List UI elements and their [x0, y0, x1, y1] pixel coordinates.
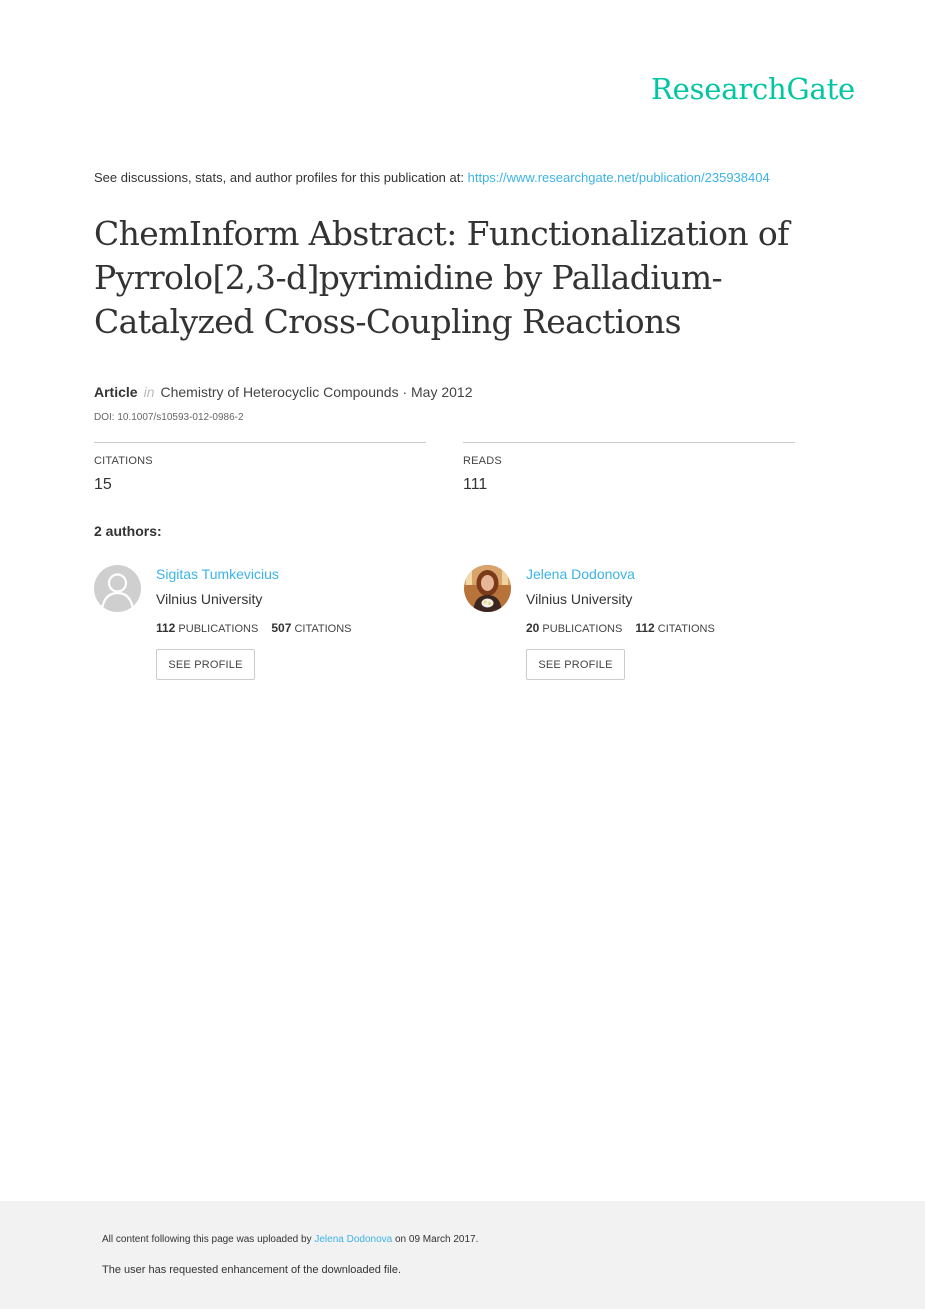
upload-notice [102, 1234, 478, 1245]
author-stats [526, 621, 715, 635]
reads-stat [463, 442, 795, 494]
author-name-link[interactable]: Sigitas Tumkevicius [156, 566, 279, 582]
reads-label: READS [463, 455, 502, 467]
doi: DOI: 10.1007/s10593-012-0986-2 [94, 412, 244, 423]
publication-type: Article [94, 384, 138, 400]
author-citations-count: 112 [635, 621, 655, 635]
author-card [94, 565, 434, 685]
author-name-link[interactable]: Jelena Dodonova [526, 566, 635, 582]
author-citations-label: CITATIONS [294, 623, 352, 635]
see-profile-button[interactable]: SEE PROFILE [156, 649, 255, 680]
author-institution: Vilnius University [156, 591, 263, 607]
upload-footer [0, 1201, 925, 1309]
publications-label: PUBLICATIONS [178, 623, 259, 635]
author-stats [156, 621, 352, 635]
citations-value: 15 [94, 476, 112, 493]
author-card [464, 565, 804, 685]
publications-count: 20 [526, 621, 540, 635]
in-word: in [143, 384, 155, 400]
uploader-link[interactable]: Jelena Dodonova [314, 1234, 393, 1245]
venue-date: Chemistry of Heterocyclic Compounds · May 2012 [160, 384, 473, 400]
author-citations-count: 507 [271, 621, 292, 635]
researchgate-logo[interactable]: ResearchGate [651, 72, 855, 106]
see-profile-button[interactable]: SEE PROFILE [526, 649, 625, 680]
reads-value: 111 [463, 476, 488, 493]
enhancement-notice: The user has requested enhancement of the downloaded file. [102, 1264, 402, 1276]
citations-stat [94, 442, 426, 494]
publication-title: ChemInform Abstract: Functionalization of Pyrrolo[2,3-d]pyrimidine by Palladium-Catalyzed Cross-Coupling Reactions [94, 214, 789, 341]
profile-photo[interactable] [464, 565, 511, 612]
author-citations-label: CITATIONS [657, 623, 715, 635]
default-avatar-graphic [94, 565, 141, 612]
profile-photo-graphic [464, 565, 511, 612]
discussion-notice [94, 170, 770, 185]
upload-suffix: on 09 March 2017. [395, 1234, 479, 1245]
default-avatar-icon[interactable] [94, 565, 141, 612]
citations-label: CITATIONS [94, 455, 153, 467]
authors-heading: 2 authors: [94, 523, 162, 539]
publications-count: 112 [156, 621, 176, 635]
publications-label: PUBLICATIONS [542, 623, 623, 635]
discussion-notice-text: See discussions, stats, and author profiles for this publication at: [94, 170, 464, 185]
author-institution: Vilnius University [526, 591, 633, 607]
upload-prefix: All content following this page was uploaded by [102, 1234, 312, 1245]
publication-meta [94, 384, 473, 400]
publication-link[interactable]: https://www.researchgate.net/publication/235938404 [467, 170, 770, 185]
